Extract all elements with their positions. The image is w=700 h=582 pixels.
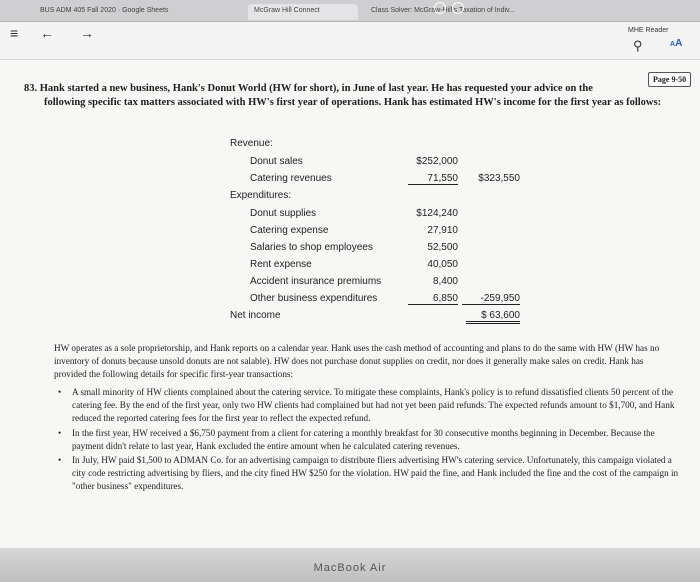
scenario-paragraph: HW operates as a sole proprietorship, and Hank reports on a calendar year. Hank uses the cash method of accounting and plans to do the same with HW (HW has no inventory of donuts because unsold donuts are not salable). HW does not purchase donut supplies on credit, nor does it generally make sales on credit. Hank has provided the following details for specific first-year transactions: (54, 343, 660, 380)
expenditures-label: Expenditures: (230, 190, 292, 201)
tab-mcgraw-connect[interactable]: McGraw Hill Connect (248, 4, 358, 20)
expense-label: Accident insurance premiums (250, 276, 382, 287)
reader-page (0, 60, 700, 582)
list-item-text: A small minority of HW clients complained about the catering service. To mitigate these complaints, Hank's policy is to refund dissatisfied clients 50 percent of the catering fee. By the end of the first year, only two HW clients had complained but had not yet been paid refunds. The expected refunds amount to $1,700, and Hank reduced the reported catering fees for the first year to reflect the expected refund. (72, 387, 675, 424)
list-item-text: In the first year, HW received a $6,750 payment from a client for catering a monthly breakfast for 30 consecutive months beginning in December. Because the payment didn't relate to last year, Hank excluded the entire amount when he calculated catering revenues. (72, 427, 655, 451)
tab-google-sheets[interactable]: BUS ADM 405 Fall 2020 · Google Sheets (40, 7, 169, 14)
bullet-icon: • (58, 427, 62, 438)
reader-title: MHE Reader (628, 27, 669, 34)
sidebar-icon[interactable]: ≡ (10, 25, 19, 41)
catering-label: Catering revenues (250, 173, 332, 184)
expenditures-total: -259,950 (462, 293, 520, 305)
expense-label: Other business expenditures (250, 293, 378, 304)
laptop-brand: MacBook Air (313, 562, 387, 574)
problem-line-1: 83. Hank started a new business, Hank's Donut World (HW for short), in June of last year. He has requested your advice on the (24, 83, 593, 94)
expense-amount: 8,400 (432, 276, 458, 287)
donut-sales-amount: $252,000 (416, 156, 458, 167)
expense-label: Donut supplies (250, 208, 317, 219)
problem-line-2: following specific tax matters associated with HW's first year of operations. Hank has estimated HW's income for the first year as follows: (44, 97, 662, 108)
net-income-label: Net income (230, 310, 281, 321)
search-icon[interactable]: ⚲ (633, 38, 643, 53)
expense-amount: 40,050 (427, 259, 458, 270)
list-item (58, 454, 680, 494)
list-item (58, 386, 680, 426)
laptop-bezel (0, 548, 700, 582)
expense-amount: 27,910 (427, 225, 458, 236)
expense-label: Catering expense (250, 225, 329, 236)
donut-sales-label: Donut sales (250, 156, 303, 167)
list-item-text: In July, HW paid $1,500 to ADMAN Co. for an advertising campaign to distribute fliers advertising HW's catering service. Unfortunately, this campaign violated a city code restricting advertising by fliers, and the city fined HW $250 for the violation. HW paid the fine, and Hank included the fine and the cost of the campaign in "other business" expenditures. (72, 455, 679, 492)
record-circle-icon[interactable] (452, 2, 464, 14)
tab-class-solver[interactable]: Class Solver: McGraw-Hill's Taxation of Indiv... (371, 7, 515, 14)
net-income-amount: $ 63,600 (466, 310, 520, 324)
forward-arrow-icon[interactable]: → (80, 25, 94, 41)
page-number-tag: Page 9-50 (648, 72, 691, 87)
browser-toolbar (0, 22, 700, 60)
font-size-icon[interactable]: AA (670, 38, 683, 49)
browser-tab-bar (0, 0, 700, 22)
expense-amount: $124,240 (416, 208, 458, 219)
transaction-list (58, 386, 680, 495)
expense-label: Salaries to shop employees (250, 242, 373, 253)
catering-amount: 71,550 (408, 173, 458, 185)
expense-amount: 6,850 (408, 293, 458, 305)
bullet-icon: • (58, 455, 62, 466)
back-arrow-icon[interactable]: ← (40, 25, 54, 41)
list-item (58, 427, 680, 453)
reload-circle-icon[interactable] (434, 2, 446, 14)
revenue-total: $323,550 (478, 173, 520, 184)
revenue-label: Revenue: (230, 138, 273, 149)
expense-label: Rent expense (250, 259, 312, 270)
expense-amount: 52,500 (427, 242, 458, 253)
bullet-icon: • (58, 387, 62, 397)
